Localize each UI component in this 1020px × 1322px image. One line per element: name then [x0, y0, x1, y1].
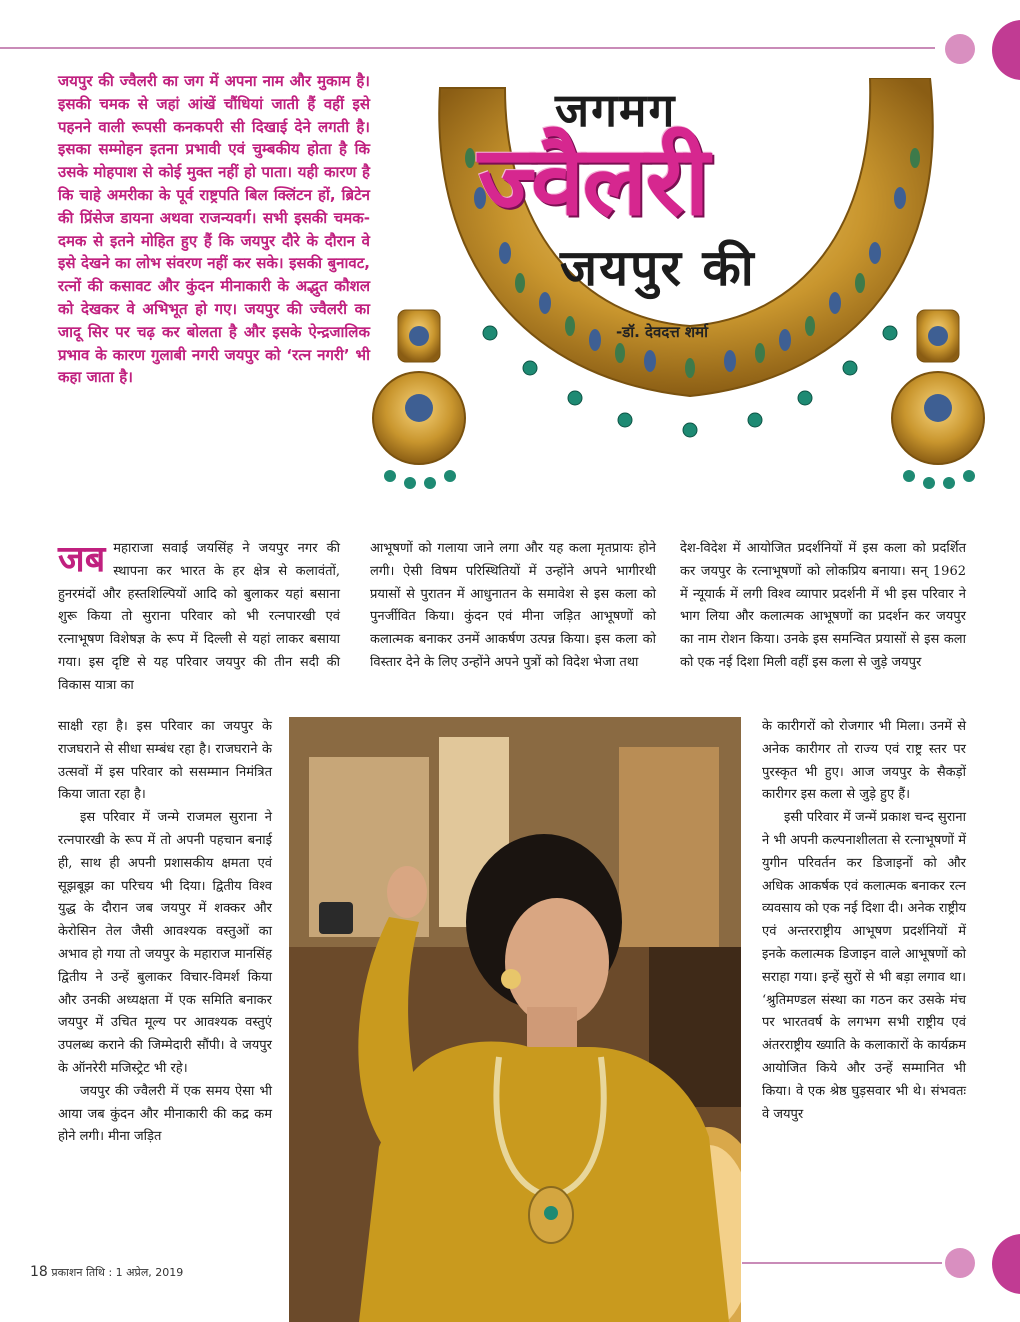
col1-paragraph-1b: साक्षी रहा है। इस परिवार का जयपुर के राजघराने से सीधा सम्बंध रहा है। राजघराने के उत्सवों में इस परिवार को ससम्मान निमंत्रित किया जाता रहा है। — [58, 719, 272, 803]
drop-cap: जब — [58, 539, 106, 580]
decorative-half-circle — [992, 20, 1020, 80]
column-3-bottom — [762, 716, 966, 1126]
title-bottom: जयपुर की — [560, 239, 756, 297]
col1-paragraph-1: महाराजा सवाई जयसिंह ने जयपुर नगर की स्थापना कर भारत के हर क्षेत्र से कलावंतों, हुनरमंदों और हस्तशिल्पियों आदि को बुलाकर यहां बसाना शुरू किया तो सुराना परिवार को भी रत्नपारखी एवं रत्नाभूषण विशेषज्ञ के रूप में दिल्ली से यहां लाकर बसाया गया। इस दृष्टि से यह परिवार जयपुर की तीन सदी की विकास यात्रा का — [58, 541, 340, 693]
column-2 — [370, 538, 656, 675]
woman-wearing-jewellery-photo — [289, 717, 741, 1322]
decorative-circle-bottom — [945, 1248, 975, 1278]
intro-text: जयपुर की ज्वैलरी का जग में अपना नाम और मुकाम है। इसकी चमक से जहां आंखें चौंधियां जाती हैं वहीं इसे पहनने वाली रूपसी कनकपरी सी दिखाई देने लगती है। इसका सम्मोहन इतना प्रभावी एवं चुम्बकीय होता है कि उसके मोहपाश से कोई मुक्त नहीं हो पाता। यही कारण है कि चाहे अमरीका के पूर्व राष्ट्रपति बिल क्लिंटन हों, ब्रिटेन की प्रिंसेज डायना अथवा राजन्यवर्ग। सभी इसकी चमक-दमक से इतने मोहित हुए हैं कि जयपुर दौरे के दौरान वे इसे देखने का लोभ संवरण नहीं कर सके। इसकी बुनावट, रत्नों की कसावट और कुंदन मीनाकारी के अद्भुत कौशल को देखकर वे अभिभूत हो गए। जयपुर की ज्वैलरी का जादू सिर पर चढ़ कर बोलता है और इसके ऐन्द्रजालिक प्रभाव के कारण गुलाबी नगरी जयपुर को ‘रत्न नगरी’ भी कहा जाता है। — [58, 72, 370, 387]
col1-paragraph-3: जयपुर की ज्वैलरी में एक समय ऐसा भी आया जब कुंदन और मीनाकारी की कद्र कम होने लगी। मीना जड़ित — [58, 1083, 272, 1145]
col1-paragraph-2: इस परिवार में जन्मे राजमल सुराना ने रत्नपारखी के रूप में तो अपनी पहचान बनाई ही, साथ ही अपनी प्रशासकीय क्षमता एवं सूझबूझ का परिचय भी दिया। द्वितीय विश्व युद्ध के दौरान जब जयपुर में शक्कर और केरोसिन तेल जैसी आवश्यक वस्तुओं का अभाव हो गया तो जयपुर के महाराज मानसिंह द्वितीय ने उन्हें बुलाकर विचार-विमर्श किया और उनकी अध्यक्षता में एक समिति बनाकर जयपुर में उचित मूल्य पर आवश्यक वस्तुएं उपलब्ध कराने की जिम्मेदारी सौंपी। वे जयपुर के ऑनरेरी मजिस्ट्रेट भी रहे। — [58, 810, 272, 1076]
decorative-circle — [945, 34, 975, 64]
column-1-bottom — [58, 716, 272, 1149]
intro-paragraph — [58, 70, 370, 389]
title-main: ज्वैलरी — [478, 125, 708, 237]
col3-paragraph-1b: के कारीगरों को रोजगार भी मिला। उनमें से अनेक कारीगर तो राज्य एवं राष्ट्र स्तर पर पुरस्कृत भी हुए। आज जयपुर के सैकड़ों कारीगर इस कला से जुड़े हुए हैं। — [762, 719, 966, 803]
page-footer — [30, 1264, 183, 1280]
author-byline: -डॉ. देवदत्त शर्मा — [616, 323, 708, 341]
footer-rule — [742, 1262, 942, 1264]
page-number: 18 — [30, 1264, 48, 1280]
col3-paragraph-1: देश-विदेश में आयोजित प्रदर्शनियों में इस कला को प्रदर्शित कर जयपुर के रत्नाभूषणों को लोकप्रिय बनाया। सन् 1962 में न्यूयार्क में लगी विश्व व्यापार प्रदर्शनी में भी इस परिवार ने भाग लिया और कलात्मक आभूषणों का प्रदर्शन कर जयपुर का नाम रोशन किया। उनके इस समन्वित प्रयासों से इस कला को एक नई दिशा मिली वहीं इस कला से जुड़े जयपुर — [680, 541, 966, 670]
publication-date: प्रकाशन तिथि : 1 अप्रेल, 2019 — [51, 1266, 184, 1279]
column-3-top — [680, 538, 966, 675]
header-rule — [0, 47, 935, 49]
col2-paragraph-1: आभूषणों को गलाया जाने लगा और यह कला मृतप्रायः होने लगी। ऐसी विषम परिस्थितियों में उन्होंने अपने भागीरथी प्रयासों से पुरातन में आधुनातन के समावेश से इस कला को पुनर्जीवित किया। कुंदन एवं मीना जड़ित आभूषणों को कलात्मक बनाकर उनमें आकर्षण उत्पन्न किया। इस कला को विस्तार देने के लिए उन्होंने अपने पुत्रों को विदेश भेजा तथा — [370, 541, 656, 670]
column-1-top — [58, 538, 340, 698]
title-top: जगमग — [555, 83, 677, 137]
col3-paragraph-2: इसी परिवार में जन्में प्रकाश चन्द सुराना ने भी अपनी कल्पनाशीलता से रत्नाभूषणों में युगीन परिवर्तन कर डिजाइनों को और अधिक आकर्षक एवं कलात्मक बनाकर रत्न व्यवसाय को एक नई दिशा दी। अनेक राष्ट्रीय एवं अन्तरराष्ट्रीय आभूषण प्रदर्शनियों में इनके कलात्मक डिजाइन वाले आभूषणों को सराहा गया। इन्हें सुरों से भी बड़ा लगाव था। ‘श्रुतिमण्डल संस्था का गठन कर उसके मंच पर भारतवर्ष के लगभग सभी राष्ट्रीय एवं अंतरराष्ट्रीय ख्याति के कलाकारों के कार्यक्रम आयोजित किये और उन्हें सम्मानित भी किया। वे एक श्रेष्ठ घुड़सवार भी थे। संभवतः वे जयपुर — [762, 810, 966, 1122]
decorative-half-circle-bottom — [992, 1234, 1020, 1294]
